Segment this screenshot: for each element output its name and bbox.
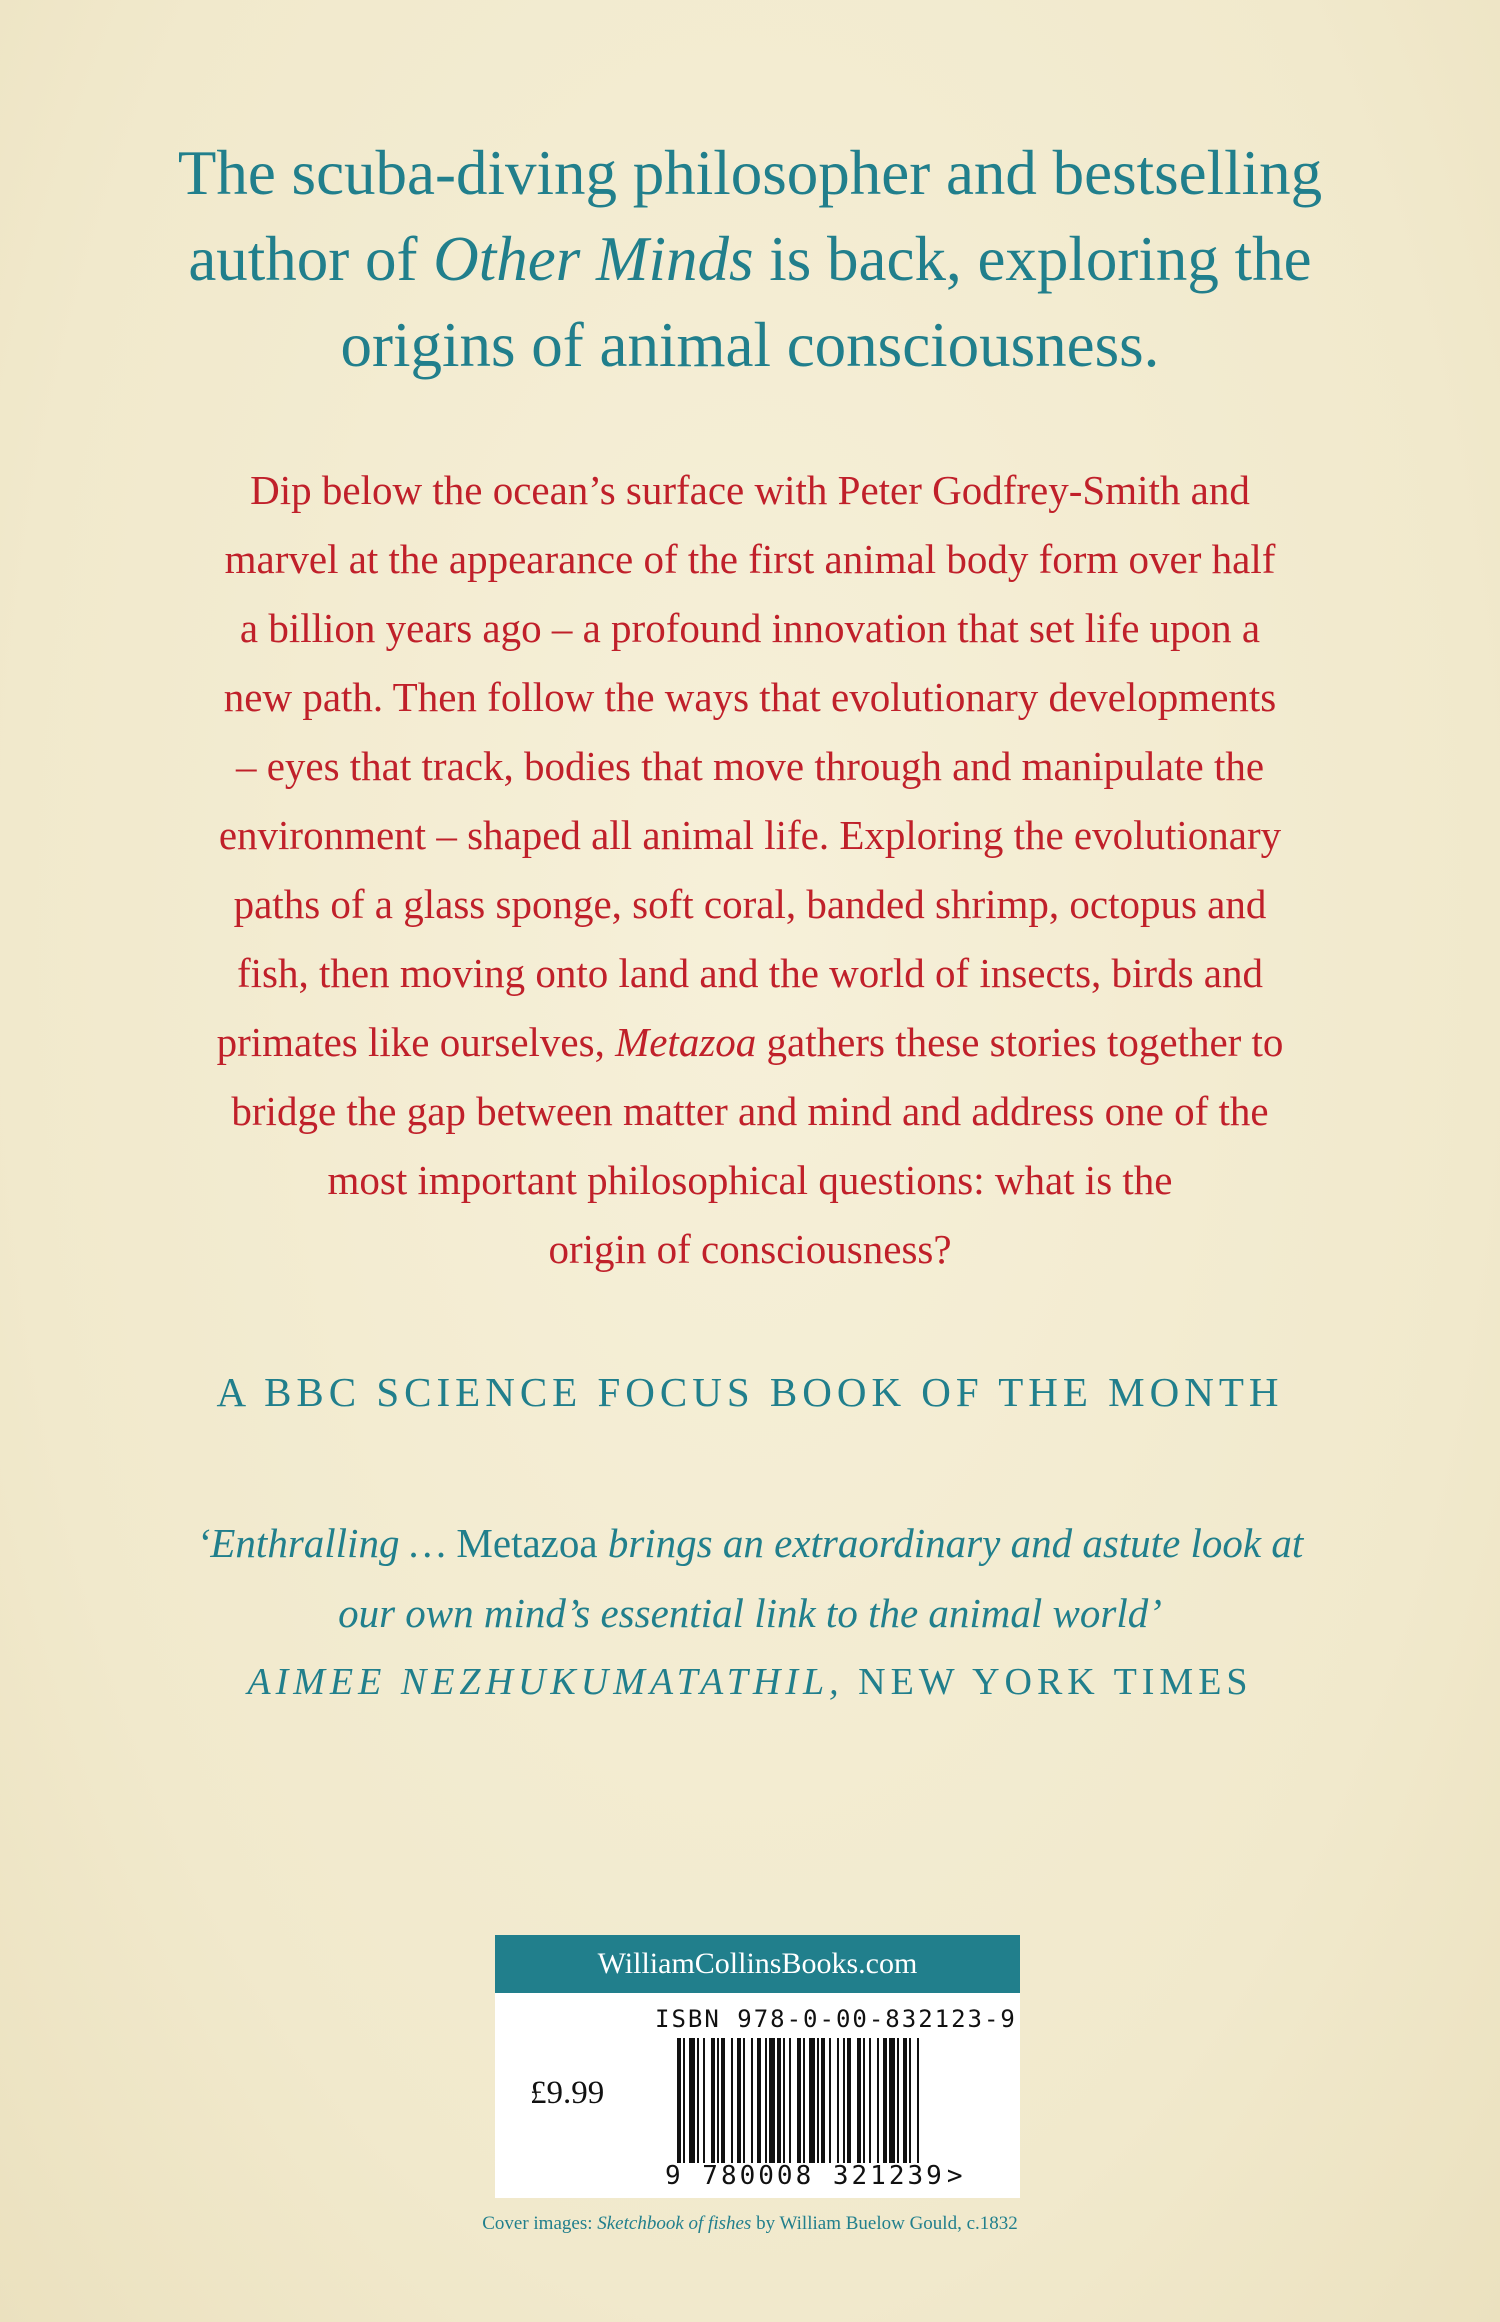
barcode-bar — [821, 2038, 825, 2163]
barcode-bar — [689, 2038, 695, 2163]
blurb-line: marvel at the appearance of the first animal body form over half — [224, 536, 1276, 582]
quote-line-2 — [120, 1578, 1380, 1648]
quote-line-1 — [120, 1508, 1380, 1578]
credit-text: Cover images: — [482, 2213, 598, 2234]
blurb-text: primates like ourselves, — [216, 1019, 616, 1065]
barcode-bar — [817, 2038, 819, 2163]
barcode-bar — [683, 2038, 685, 2163]
barcode-bar — [883, 2038, 887, 2163]
tagline-line-2 — [120, 216, 1380, 302]
tagline-text: author of — [188, 224, 434, 294]
blurb-line: environment – shaped all animal life. Exploring the evolutionary — [218, 812, 1282, 858]
barcode-bar — [697, 2038, 699, 2163]
blurb-line — [150, 1008, 1350, 1077]
reviewer-name: AIMEE NEZHUKUMATATHIL, — [247, 1661, 844, 1703]
barcode-bar — [757, 2038, 761, 2163]
barcode-bar — [877, 2038, 879, 2163]
barcode-bar — [857, 2038, 861, 2163]
barcode-bar — [783, 2038, 785, 2163]
barcode-bar — [731, 2038, 733, 2163]
barcode-bar — [737, 2038, 741, 2163]
isbn-label: ISBN 978-0-00-832123-9 — [655, 2005, 1017, 2033]
barcode-arrow: > — [946, 2161, 966, 2191]
credit-artwork-title: Sketchbook of fishes — [597, 2213, 752, 2234]
barcode-bar — [889, 2038, 895, 2163]
publisher-website: WilliamCollinsBooks.com — [495, 1935, 1020, 1993]
barcode-bar — [843, 2038, 845, 2163]
credit-text: by William Buelow Gould, c.1832 — [751, 2213, 1018, 2234]
barcode-bar — [717, 2038, 719, 2163]
blurb-line: new path. Then follow the ways that evolutionary developments — [223, 674, 1277, 720]
book-title-other-minds: Other Minds — [433, 224, 754, 294]
quote-text: our own mind’s essential link to the animal world’ — [338, 1590, 1162, 1636]
barcode-bar — [829, 2038, 831, 2163]
barcode-digits — [665, 2161, 965, 2191]
barcode-image — [675, 2038, 990, 2163]
barcode-bar — [809, 2038, 815, 2163]
review-quote — [120, 1508, 1380, 1648]
award-line: A BBC SCIENCE FOCUS BOOK OF THE MONTH — [216, 1369, 1284, 1415]
barcode-bar — [765, 2038, 767, 2163]
barcode-bar — [789, 2038, 791, 2163]
barcode-bar — [837, 2038, 839, 2163]
barcode-bar — [711, 2038, 715, 2163]
barcode-number: 9 780008 321239 — [665, 2161, 945, 2191]
publication-name: NEW YORK TIMES — [843, 1661, 1253, 1703]
barcode-bar — [803, 2038, 805, 2163]
barcode-bar — [703, 2038, 705, 2163]
quote-book-title: Metazoa — [446, 1520, 608, 1566]
barcode-bar — [751, 2038, 753, 2163]
blurb-line: Dip below the ocean’s surface with Peter Godfrey-Smith and — [250, 467, 1250, 513]
barcode-bar — [743, 2038, 745, 2163]
barcode-bar — [777, 2038, 781, 2163]
barcode-bar — [677, 2038, 681, 2163]
barcode-bar — [797, 2038, 801, 2163]
blurb-line: most important philosophical questions: what is the — [327, 1157, 1173, 1203]
quote-text: brings an extraordinary and astute look at — [607, 1520, 1304, 1566]
barcode-bar — [917, 2038, 919, 2163]
blurb-line: origin of consciousness? — [548, 1226, 952, 1272]
blurb-line: paths of a glass sponge, soft coral, banded shrimp, octopus and — [233, 881, 1267, 927]
quote-text: ‘Enthralling … — [196, 1520, 447, 1566]
barcode-bar — [769, 2038, 775, 2163]
blurb-line: – eyes that track, bodies that move through and manipulate the — [235, 743, 1265, 789]
barcode-bar — [897, 2038, 899, 2163]
blurb-line: fish, then moving onto land and the world of insects, birds and — [237, 950, 1263, 996]
barcode-bar — [869, 2038, 871, 2163]
barcode-bar — [909, 2038, 911, 2163]
barcode-bar — [721, 2038, 725, 2163]
description-blurb — [150, 456, 1350, 1284]
blurb-text: gathers these stories together to — [756, 1019, 1284, 1065]
blurb-line: a billion years ago – a profound innovation that set life upon a — [239, 605, 1261, 651]
barcode-bar — [847, 2038, 851, 2163]
book-title-metazoa: Metazoa — [615, 1019, 757, 1065]
tagline-line-3: origins of animal consciousness. — [340, 310, 1160, 380]
tagline-line-1: The scuba-diving philosopher and bestselling — [177, 138, 1323, 208]
tagline — [120, 130, 1380, 388]
cover-image-credit — [0, 2213, 1500, 2235]
blurb-line: bridge the gap between matter and mind and address one of the — [231, 1088, 1269, 1134]
barcode-bar — [903, 2038, 907, 2163]
price-label: £9.99 — [530, 2075, 605, 2111]
barcode-panel — [495, 1935, 1020, 2198]
barcode-bar — [863, 2038, 865, 2163]
tagline-text: is back, exploring the — [753, 224, 1312, 294]
quote-attribution — [100, 1660, 1400, 1704]
